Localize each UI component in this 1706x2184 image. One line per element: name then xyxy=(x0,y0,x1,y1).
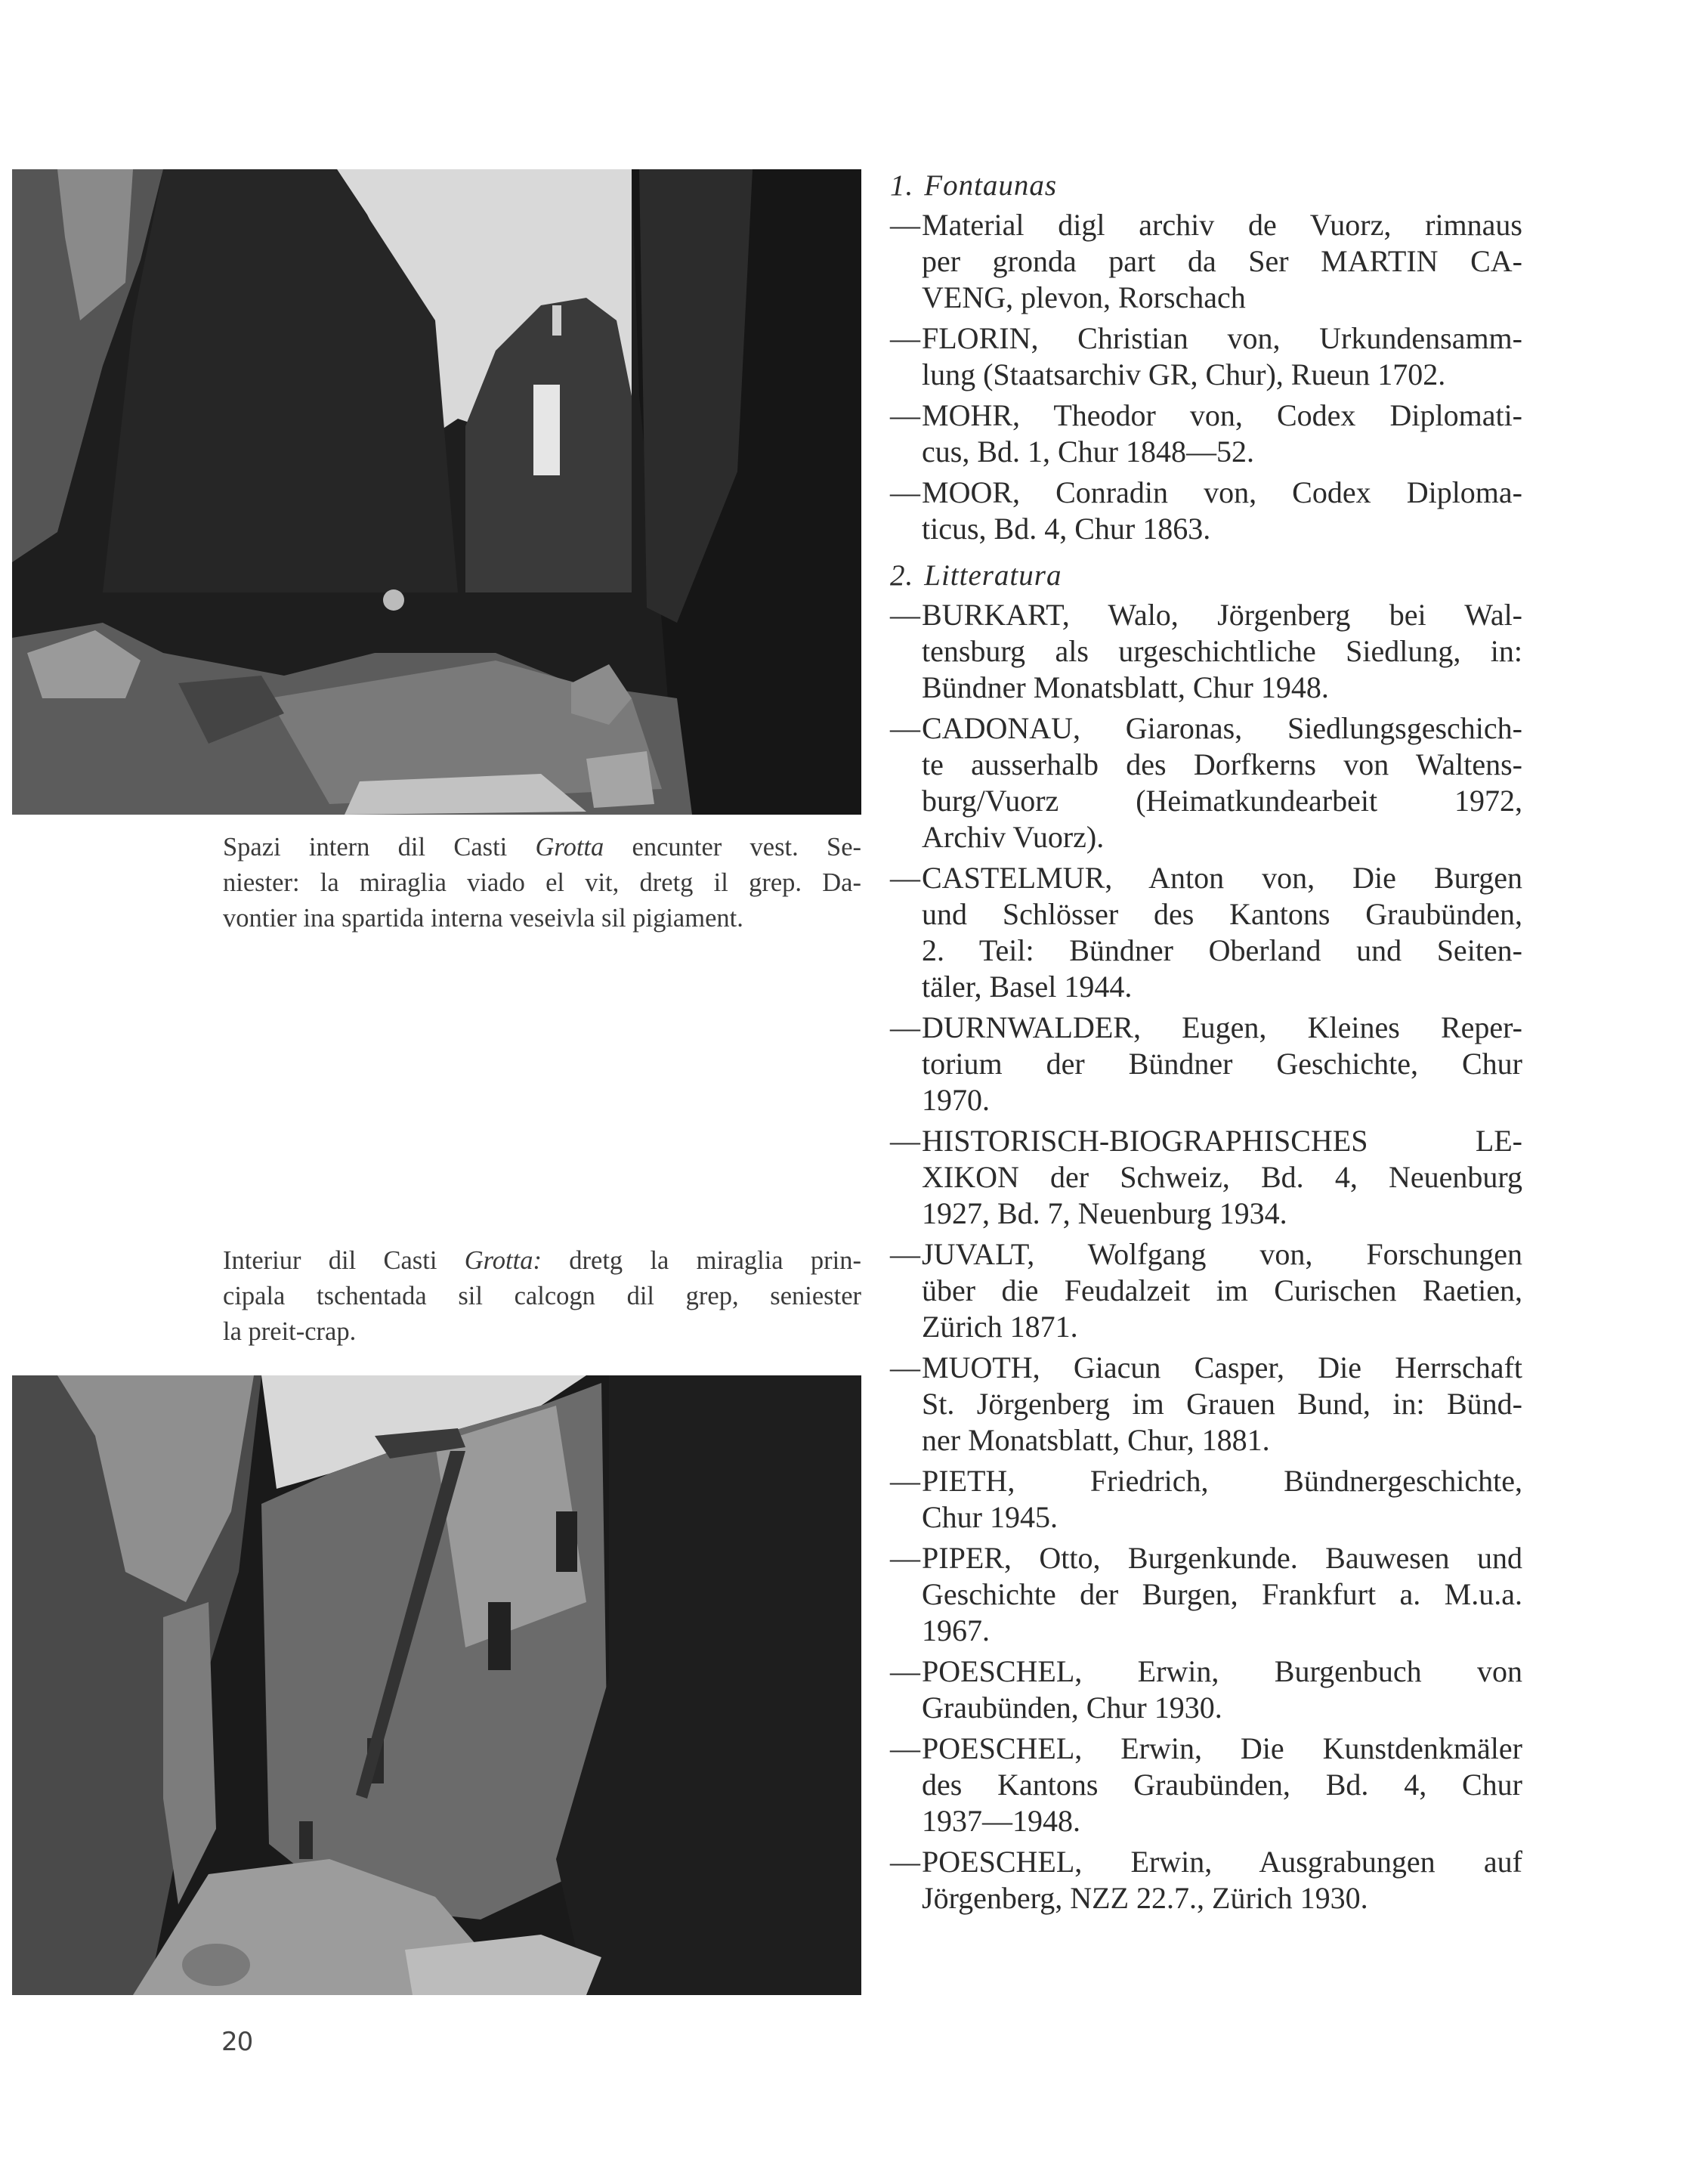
em-dash-bullet: — xyxy=(890,861,920,895)
em-dash-bullet: — xyxy=(890,1654,920,1688)
bibliography-entry xyxy=(890,320,1522,393)
entry-line: burg/Vuorz (Heimatkundearbeit 1972, xyxy=(922,784,1522,818)
caption-line: Interiur dil Casti Grotta: dretg la miraglia prin- xyxy=(223,1246,861,1275)
section-number: 1. xyxy=(890,169,914,202)
caption-line: cipala tschentada sil calcogn dil grep, seniester xyxy=(223,1282,861,1310)
entry-line: 2. Teil: Bündner Oberland und Seiten- xyxy=(922,933,1522,967)
section-number: 2. xyxy=(890,559,914,592)
entry-line: FLORIN, Christian von, Urkundensamm- xyxy=(922,321,1522,355)
bibliography xyxy=(890,168,1522,1921)
photo-caption-2 xyxy=(223,1243,861,1350)
entry-line: HISTORISCH-BIOGRAPHISCHES LE- xyxy=(922,1124,1522,1158)
entry-line: Material digl archiv de Vuorz, rimnaus xyxy=(922,208,1522,242)
photo-castle-interior-wall xyxy=(12,1375,861,1995)
entry-line: te ausserhalb des Dorfkerns von Waltens- xyxy=(922,747,1522,781)
entry-line: ticus, Bd. 4, Chur 1863. xyxy=(922,512,1211,546)
section-title: Fontaunas xyxy=(924,169,1058,202)
em-dash-bullet: — xyxy=(890,1010,920,1044)
entry-line: Bündner Monatsblatt, Chur 1948. xyxy=(922,670,1329,704)
entry-line: per gronda part da Ser MARTIN CA- xyxy=(922,244,1522,278)
entry-line: Geschichte der Burgen, Frankfurt a. M.u.a. xyxy=(922,1577,1522,1611)
bibliography-entry xyxy=(890,1350,1522,1459)
entry-line: täler, Basel 1944. xyxy=(922,970,1133,1004)
bibliography-entry xyxy=(890,710,1522,855)
ruin-photograph-2 xyxy=(12,1375,861,1995)
bibliography-entry xyxy=(890,398,1522,470)
entry-line: DURNWALDER, Eugen, Kleines Reper- xyxy=(922,1010,1522,1044)
caption-line: Spazi intern dil Casti Grotta encunter vest. Se- xyxy=(223,833,861,862)
castle-name-italic: Grotta: xyxy=(464,1246,542,1275)
em-dash-bullet: — xyxy=(890,321,920,355)
entry-line: über die Feudalzeit im Curischen Raetien, xyxy=(922,1273,1522,1307)
bibliography-section-literature xyxy=(890,558,1522,1916)
entry-line: Chur 1945. xyxy=(922,1500,1058,1534)
entry-line: POESCHEL, Erwin, Ausgrabungen auf xyxy=(922,1845,1522,1879)
entry-line: PIETH, Friedrich, Bündnergeschichte, xyxy=(922,1464,1522,1498)
entry-line: MUOTH, Giacun Casper, Die Herrschaft xyxy=(922,1350,1522,1384)
bibliography-entry xyxy=(890,1463,1522,1536)
entry-line: lung (Staatsarchiv GR, Chur), Rueun 1702. xyxy=(922,357,1446,391)
bibliography-entry xyxy=(890,1236,1522,1345)
em-dash-bullet: — xyxy=(890,711,920,745)
section-heading xyxy=(890,168,1522,204)
section-title: Litteratura xyxy=(924,559,1062,592)
em-dash-bullet: — xyxy=(890,1124,920,1158)
entry-line: Jörgenberg, NZZ 22.7., Zürich 1930. xyxy=(922,1881,1368,1915)
bibliography-entry xyxy=(890,1010,1522,1118)
entry-line: Archiv Vuorz). xyxy=(922,820,1105,854)
bibliography-entry xyxy=(890,1653,1522,1726)
em-dash-bullet: — xyxy=(890,1845,920,1879)
entry-line: St. Jörgenberg im Grauen Bund, in: Bünd- xyxy=(922,1387,1522,1421)
em-dash-bullet: — xyxy=(890,1731,920,1765)
bibliography-entry xyxy=(890,1731,1522,1839)
entry-line: torium der Bündner Geschichte, Chur xyxy=(922,1047,1522,1081)
entry-line: 1967. xyxy=(922,1613,990,1647)
entry-line: POESCHEL, Erwin, Burgenbuch von xyxy=(922,1654,1522,1688)
entry-line: CASTELMUR, Anton von, Die Burgen xyxy=(922,861,1522,895)
entry-line: des Kantons Graubünden, Bd. 4, Chur xyxy=(922,1768,1522,1802)
caption-line: la preit-crap. xyxy=(223,1317,357,1346)
em-dash-bullet: — xyxy=(890,598,920,632)
entry-line: ner Monatsblatt, Chur, 1881. xyxy=(922,1423,1270,1457)
entry-line: MOHR, Theodor von, Codex Diplomati- xyxy=(922,398,1522,432)
entry-line: XIKON der Schweiz, Bd. 4, Neuenburg xyxy=(922,1160,1522,1194)
entry-line: cus, Bd. 1, Chur 1848—52. xyxy=(922,435,1254,469)
entry-line: JUVALT, Wolfgang von, Forschungen xyxy=(922,1237,1522,1271)
em-dash-bullet: — xyxy=(890,1464,920,1498)
entry-line: 1970. xyxy=(922,1083,990,1117)
em-dash-bullet: — xyxy=(890,475,920,509)
entry-line: und Schlösser des Kantons Graubünden, xyxy=(922,897,1522,931)
em-dash-bullet: — xyxy=(890,208,920,242)
entry-line: POESCHEL, Erwin, Die Kunstdenkmäler xyxy=(922,1731,1522,1765)
bibliography-entry xyxy=(890,207,1522,316)
photo-caption-1 xyxy=(223,830,861,936)
em-dash-bullet: — xyxy=(890,1237,920,1271)
entry-line: 1937—1948. xyxy=(922,1804,1080,1838)
bibliography-entry xyxy=(890,1123,1522,1232)
entry-line: Graubünden, Chur 1930. xyxy=(922,1691,1222,1725)
entry-list xyxy=(890,207,1522,547)
entry-line: 1927, Bd. 7, Neuenburg 1934. xyxy=(922,1196,1287,1230)
section-heading xyxy=(890,558,1522,594)
bibliography-section-sources xyxy=(890,168,1522,547)
entry-line: Zürich 1871. xyxy=(922,1310,1078,1344)
bibliography-entry xyxy=(890,1540,1522,1649)
page-number: 20 xyxy=(221,2027,253,2057)
entry-line: PIPER, Otto, Burgenkunde. Bauwesen und xyxy=(922,1541,1522,1575)
caption-line: vontier ina spartida interna veseivla sil pigiament. xyxy=(223,904,743,933)
em-dash-bullet: — xyxy=(890,398,920,432)
ruin-photograph-1 xyxy=(12,169,861,815)
bibliography-entry xyxy=(890,860,1522,1005)
entry-line: VENG, plevon, Rorschach xyxy=(922,280,1246,314)
em-dash-bullet: — xyxy=(890,1541,920,1575)
entry-line: MOOR, Conradin von, Codex Diploma- xyxy=(922,475,1522,509)
entry-line: tensburg als urgeschichtliche Siedlung, in: xyxy=(922,634,1522,668)
caption-line: niester: la miraglia viado el vit, dretg il grep. Da- xyxy=(223,868,861,897)
bibliography-entry xyxy=(890,475,1522,547)
entry-line: BURKART, Walo, Jörgenberg bei Wal- xyxy=(922,598,1522,632)
entry-list xyxy=(890,597,1522,1916)
castle-name-italic: Grotta xyxy=(535,833,604,862)
photo-castle-interior-west xyxy=(12,169,861,815)
bibliography-entry xyxy=(890,597,1522,706)
entry-line: CADONAU, Giaronas, Siedlungsgeschich- xyxy=(922,711,1522,745)
em-dash-bullet: — xyxy=(890,1350,920,1384)
bibliography-entry xyxy=(890,1844,1522,1916)
